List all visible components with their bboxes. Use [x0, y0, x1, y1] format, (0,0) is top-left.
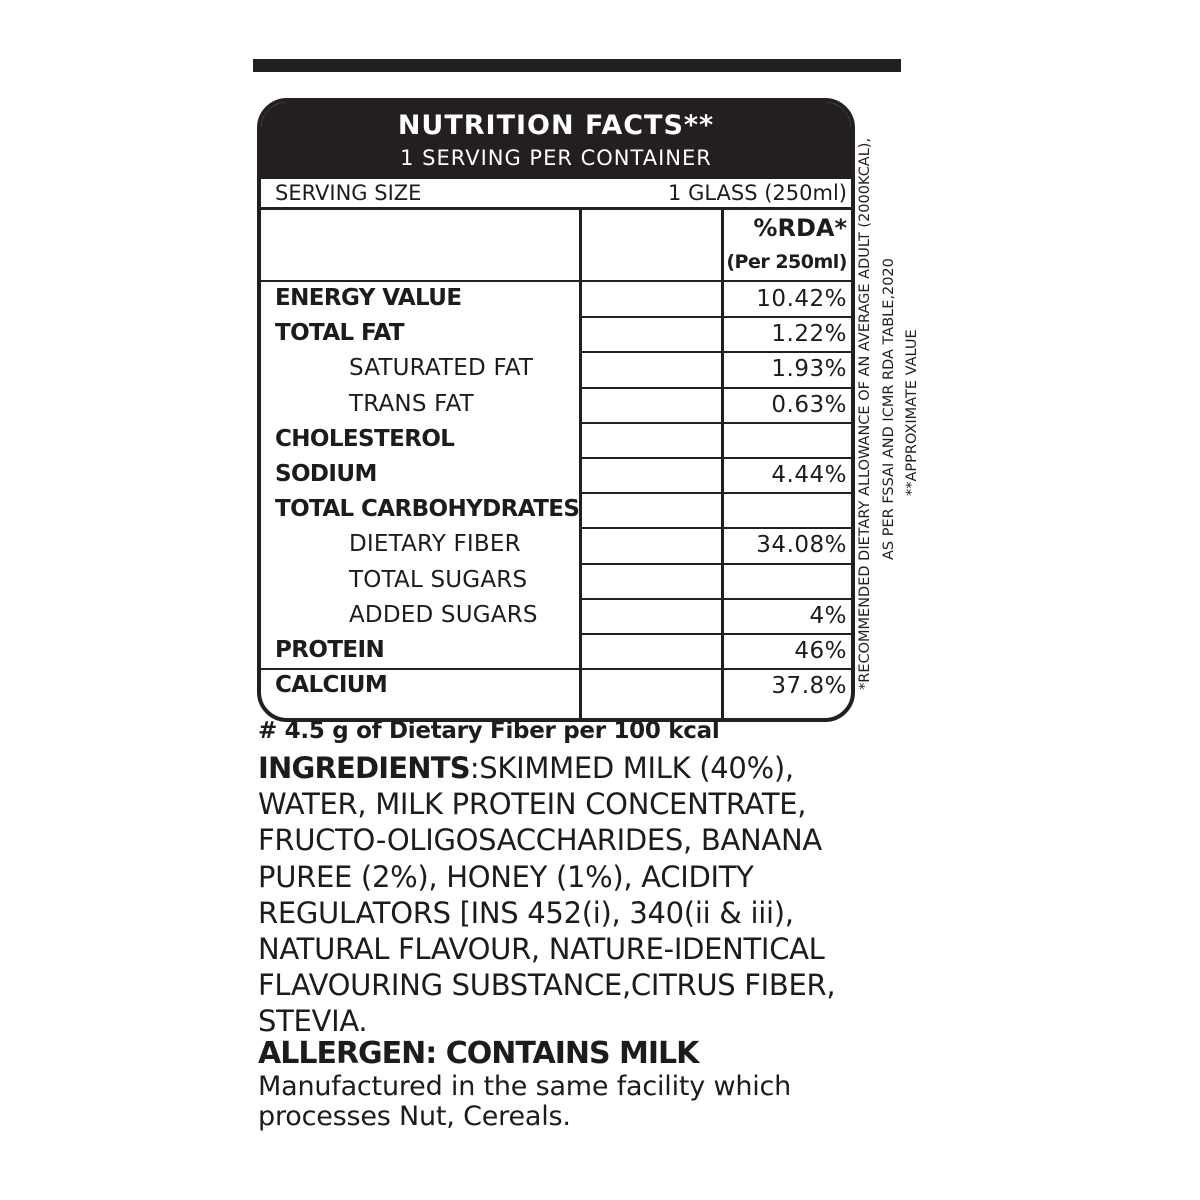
rda-label: %RDA*	[753, 214, 847, 242]
nutrient-row	[261, 564, 851, 599]
nutrient-rda-value: 46%	[794, 638, 847, 664]
ingredients-list: :SKIMMED MILK (40%), WATER, MILK PROTEIN CONCENTRATE, FRUCTO-OLIGOSACCHARIDES, BANANA PUREE (2%), HONEY (1%), ACIDITY REGULATORS [INS 452(i), 340(ii & iii), NATURAL FLAVOUR, NATURE-IDENTICAL FLAVOURING SUBSTANCE,CITRUS FIBER, STEVIA.	[258, 751, 836, 1039]
nutrient-name: SATURATED FAT	[349, 355, 534, 382]
nutrient-name: ENERGY VALUE	[275, 285, 462, 311]
calcium-row-divider	[261, 668, 851, 670]
nutrient-rda-value: 1.93%	[771, 356, 847, 383]
nutrient-name: DIETARY FIBER	[349, 531, 521, 558]
servings-per-container: 1 SERVING PER CONTAINER	[400, 146, 712, 170]
nutrient-row	[261, 493, 851, 528]
nutrient-row	[261, 317, 851, 352]
nutrient-row	[261, 388, 851, 423]
allergen-statement: ALLERGEN: CONTAINS MILK	[258, 1036, 699, 1071]
rda-column-header	[724, 210, 851, 280]
nutrient-row	[261, 282, 851, 317]
nutrient-row	[261, 669, 851, 704]
nutrition-title: NUTRITION FACTS**	[397, 110, 715, 141]
nutrient-name: ADDED SUGARS	[349, 601, 538, 628]
serving-size-row	[261, 179, 851, 210]
nutrient-rda-value: 10.42%	[756, 286, 847, 312]
nutrient-name: TOTAL SUGARS	[349, 566, 528, 593]
serving-size-value: 1 GLASS (250ml)	[668, 181, 847, 205]
dietary-fiber-note: # 4.5 g of Dietary Fiber per 100 kcal	[258, 718, 720, 744]
nutrition-facts-panel	[257, 98, 855, 722]
approximate-value-footnote: **APPROXIMATE VALUE	[904, 329, 920, 496]
nutrient-row	[261, 423, 851, 458]
nutrient-row	[261, 458, 851, 493]
nutrient-name: PROTEIN	[275, 637, 385, 663]
ingredients-heading: INGREDIENTS	[258, 751, 470, 785]
nutrient-rda-value: 0.63%	[771, 391, 847, 418]
manufacturing-note: Manufactured in the same facility which processes Nut, Cereals.	[258, 1071, 792, 1132]
nutrient-row	[261, 528, 851, 563]
nutrient-rda-value: 37.8%	[771, 673, 847, 700]
nutrient-name: CHOLESTEROL	[275, 425, 455, 452]
ingredients-block	[258, 750, 878, 1040]
nutrient-name: SODIUM	[275, 461, 377, 487]
nutrient-rda-value: 1.22%	[771, 321, 847, 348]
nutrition-header	[261, 102, 851, 179]
rda-footnote: *RECOMMENDED DIETARY ALLOWANCE OF AN AVERAGE ADULT (2000KCAL),	[857, 137, 873, 690]
nutrient-row	[261, 352, 851, 387]
nutrient-row	[261, 634, 851, 669]
nutrient-name: TRANS FAT	[349, 390, 474, 417]
rda-basis: (Per 250ml)	[726, 251, 847, 273]
nutrient-row	[261, 599, 851, 634]
nutrient-name: CALCIUM	[275, 672, 388, 699]
nutrient-rda-value: 34.08%	[756, 532, 847, 559]
serving-size-label: SERVING SIZE	[275, 181, 422, 205]
top-divider-bar	[253, 59, 901, 72]
nutrient-name: TOTAL CARBOHYDRATES	[275, 496, 580, 523]
rda-source-footnote: AS PER FSSAI AND ICMR RDA TABLE,2020	[881, 258, 897, 560]
nutrient-rda-value: 4%	[809, 602, 847, 629]
nutrient-rda-value: 4.44%	[771, 462, 847, 488]
nutrient-name: TOTAL FAT	[275, 320, 404, 347]
